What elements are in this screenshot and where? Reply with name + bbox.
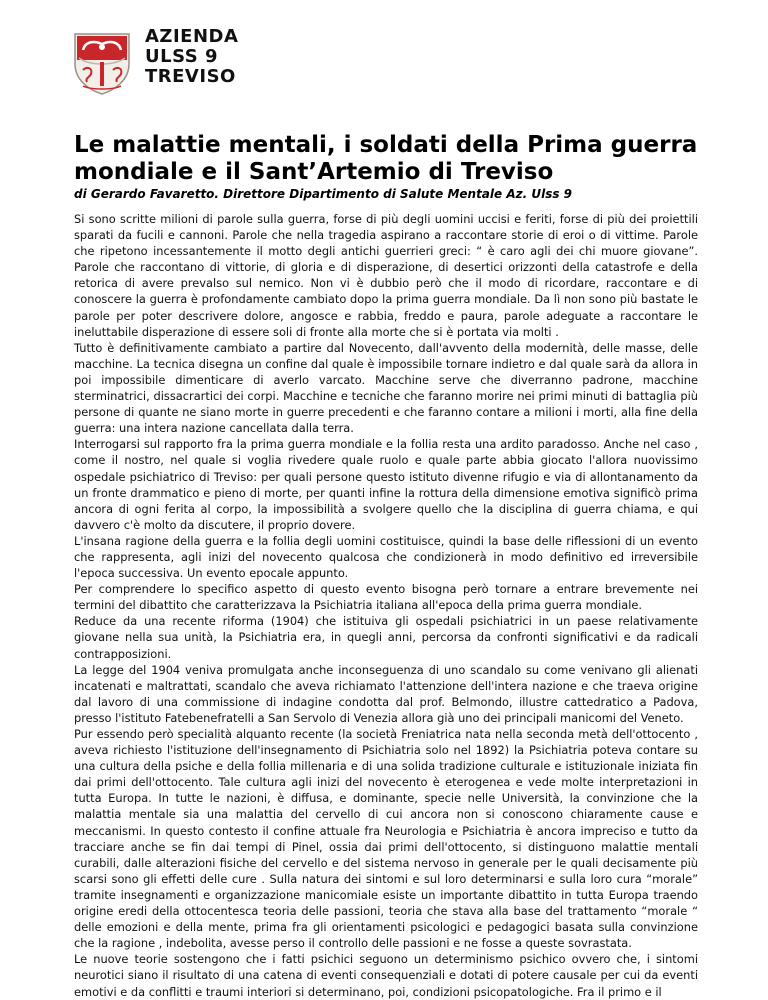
paragraph: Reduce da una recente riforma (1904) che istituiva gli ospedali psichiatrici in un paese relativamente giovane nella sua unità, la Psichiatria era, in quegli anni, percorsa da confronti significativi e da radicali contrapposizioni. [74, 614, 698, 661]
org-line: TREVISO [145, 66, 236, 87]
ulss-crest-icon [69, 30, 135, 96]
paragraph: Per comprendere lo specifico aspetto di questo evento bisogna però tornare a entrare brevemente nei termini del dibattito che caratterizzava la Psichiatria italiana all'epoca della prima guerra mondiale. [74, 582, 698, 613]
article-byline: di Gerardo Favaretto. Direttore Dipartimento di Salute Mentale Az. Ulss 9 [74, 187, 573, 201]
org-line: AZIENDA [145, 26, 239, 47]
article-title: Le malattie mentali, i soldati della Prima guerra mondiale e il Sant’Artemio di Treviso [74, 132, 698, 185]
org-line: ULSS 9 [145, 46, 218, 67]
paragraph: Pur essendo però specialità alquanto recente (la società Freniatrica nata nella seconda metà dell'ottocento , aveva richiesto l'istituzione dell'insegnamento di Psichiatria solo nel 1892) la Psichiatria poteva contare su una cultura della psiche e della follia millenaria e di una solida tradizione culturale e istituzionale iniziata fin dai primi dell'ottocento. Tale cultura agli inizi del novecento è eterogenea e vede molte interpretazioni in tutta Europa. In tutte le nazioni, è diffusa, e dominante, specie nelle Università, la convinzione che la malattia mentale sia una malattia del cervello di cui ancora non si conoscono chiaramente cause e meccanismi. In questo contesto il confine attuale fra Neurologia e Psichiatria è ancora impreciso e tutto da tracciare anche se fin dai tempi di Pinel, ossia dai primi dell'ottocento, si distinguono malattie mentali curabili, dalle alterazioni fisiche del cervello e del sistema nervoso in generale per le quali decisamente più scarsi sono gli effetti delle cure . Sulla natura dei sintomi e sul loro determinarsi e sulla loro cura “morale” tramite insegnamenti e organizzazione manicomiale esiste un importante dibattito in tutta Europa traendo origine eredi della ottocentesca teoria delle passioni, teoria che stava alla base del trattamento “morale “ delle emozioni e della mente, prima fra gli orientamenti psicologici e pedagogici basata sulla convinzione che la ragione , indebolita, avesse perso il controllo delle passioni e ne fosse a queste sovrastata. [74, 727, 698, 951]
paragraph: Tutto è definitivamente cambiato a partire dal Novecento, dall'avvento della modernità, delle masse, delle macchine. La tecnica disegna un confine dal quale è impossibile tornare indietro e dal quale sarà da allora in poi impossibile dimenticare di averlo varcato. Macchine serve che diverranno padrone, macchine sterminatrici, dissacrartici dei corpi. Macchine e tecniche che faranno morire nei primi minuti di battaglia più persone di quante ne siano morte in guerre precedenti e che faranno contare a milioni i morti, alla fine della guerra: una intera nazione cancellata dalla terra. [74, 340, 698, 436]
paragraph: L'insana ragione della guerra e la follia degli uomini costituisce, quindi la base delle riflessioni di un evento che rappresenta, agli inizi del novecento qualcosa che condizionerà in modo definitivo ed irreversibile l'epoca successiva. Un evento epocale appunto. [74, 533, 698, 581]
organization-name [145, 27, 238, 87]
paragraph: Si sono scritte milioni di parole sulla guerra, forse di più degli uomini uccisi e feriti, forse di più dei proiettili sparati da fucili e cannoni. Parole che nella tragedia aspirano a raccontare storie di eroi o di vittime. Parole che ripetono incessantemente il motto degli antichi guerrieri greci: “ è caro agli dei chi muore giovane”. Parole che raccontano di vittorie, di gloria e di disperazione, di desertici orizzonti della catastrofe e della retorica di avere prevalso sul nemico. Non vi è dubbio però che il modo di ricordare, raccontare e di conoscere la guerra è profondamente cambiato dopo la prima guerra mondiale. Da lì non sono più bastate le parole per poter descrivere dolore, angosce e rabbia, freddo e paura, parole adeguate a raccontare le ineluttabile disperazione di essere soli di fronte alla morte che si è portata via molti . [74, 212, 698, 339]
paragraph: Le nuove teorie sostengono che i fatti psichici seguono un determinismo psichico ovvero che, i sintomi neurotici siano il risultato di una catena di eventi consequenziali e dotati di potere causale per cui da eventi emotivi e da conflitti e traumi interiori si determinano, poi, condizioni psicopatologiche. Fra il primo e il [74, 952, 698, 999]
paragraph: La legge del 1904 veniva promulgata anche inconseguenza di uno scandalo su come venivano gli alienati incatenati e maltrattati, scandalo che aveva richiamato l'attenzione dell'intera nazione e che traeva origine dal lavoro di una commissione di indagine condotta dal prof. Belmondo, illustre cattedratico a Padova, presso l'istituto Fatebenefratelli a San Servolo di Venezia allora già uno dei principali manicomi del Veneto. [74, 662, 698, 725]
paragraph: Interrogarsi sul rapporto fra la prima guerra mondiale e la follia resta una ardito paradosso. Anche nel caso , come il nostro, nel quale si voglia rivedere quale ruolo e quale parte abbia giocato l'allora nuovissimo ospedale psichiatrico di Treviso: per quali persone questo istituto divenne rifugio e via di allontanamento da un fronte drammatico e pieno di morte, per quanti infine la rottura della dimensione emotiva significò prima ancora di ogni ferita al corpo, la impossibilità a svolgere quello che la disciplina di guerra chiama, e qui davvero c'è molto da discutere, il proprio dovere. [74, 437, 698, 532]
article-body [74, 211, 698, 1000]
